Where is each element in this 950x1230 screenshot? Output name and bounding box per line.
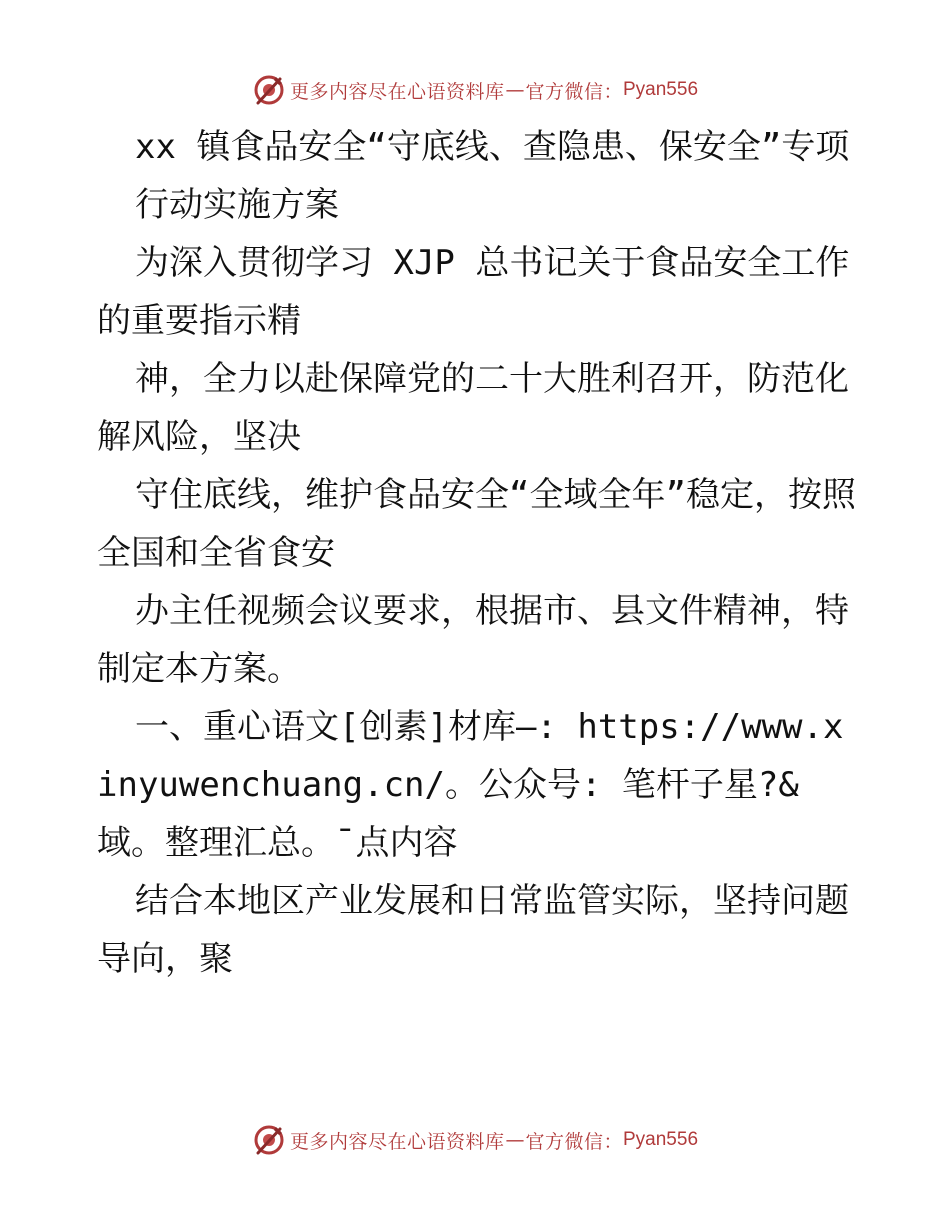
document-title-line-1: xx 镇食品安全“守底线、查隐患、保安全”专项 <box>135 127 850 167</box>
document-paragraph: 结合本地区产业发展和日常监管实际，坚持问题导向，聚 <box>97 881 849 979</box>
watermark-dash: — <box>505 79 525 101</box>
document-body <box>97 118 857 988</box>
watermark-text: 更多内容尽在心语资料库 <box>289 1130 505 1153</box>
watermark-dash: — <box>505 1129 525 1151</box>
document-section-heading: 一、重心语文[创素]材库—: https://www.xinyuwenchuang.cn/。公众号: 笔杆子星?&域。整理汇总。¯点内容 <box>97 707 844 863</box>
document-paragraph: 守住底线，维护食品安全“全域全年”稳定，按照全国和全省食安 <box>97 475 856 573</box>
pen-logo-icon <box>252 1123 286 1157</box>
document-paragraph: 为深入贯彻学习 XJP 总书记关于食品安全工作的重要指示精 <box>97 243 850 341</box>
watermark-header <box>0 70 950 110</box>
watermark-text: 更多内容尽在心语资料库 <box>289 80 505 103</box>
watermark-account: Pyan556 <box>623 79 699 100</box>
watermark-footer <box>0 1120 950 1160</box>
pen-logo-icon <box>252 73 286 107</box>
watermark-label: 官方微信： <box>525 80 623 103</box>
watermark-label: 官方微信： <box>525 1130 623 1153</box>
document-paragraph: 神，全力以赴保障党的二十大胜利召开，防范化解风险，坚决 <box>97 359 849 457</box>
document-title-line-2: 行动实施方案 <box>135 185 339 225</box>
watermark-account: Pyan556 <box>623 1129 699 1150</box>
document-paragraph: 办主任视频会议要求，根据市、县文件精神，特制定本方案。 <box>97 591 849 689</box>
